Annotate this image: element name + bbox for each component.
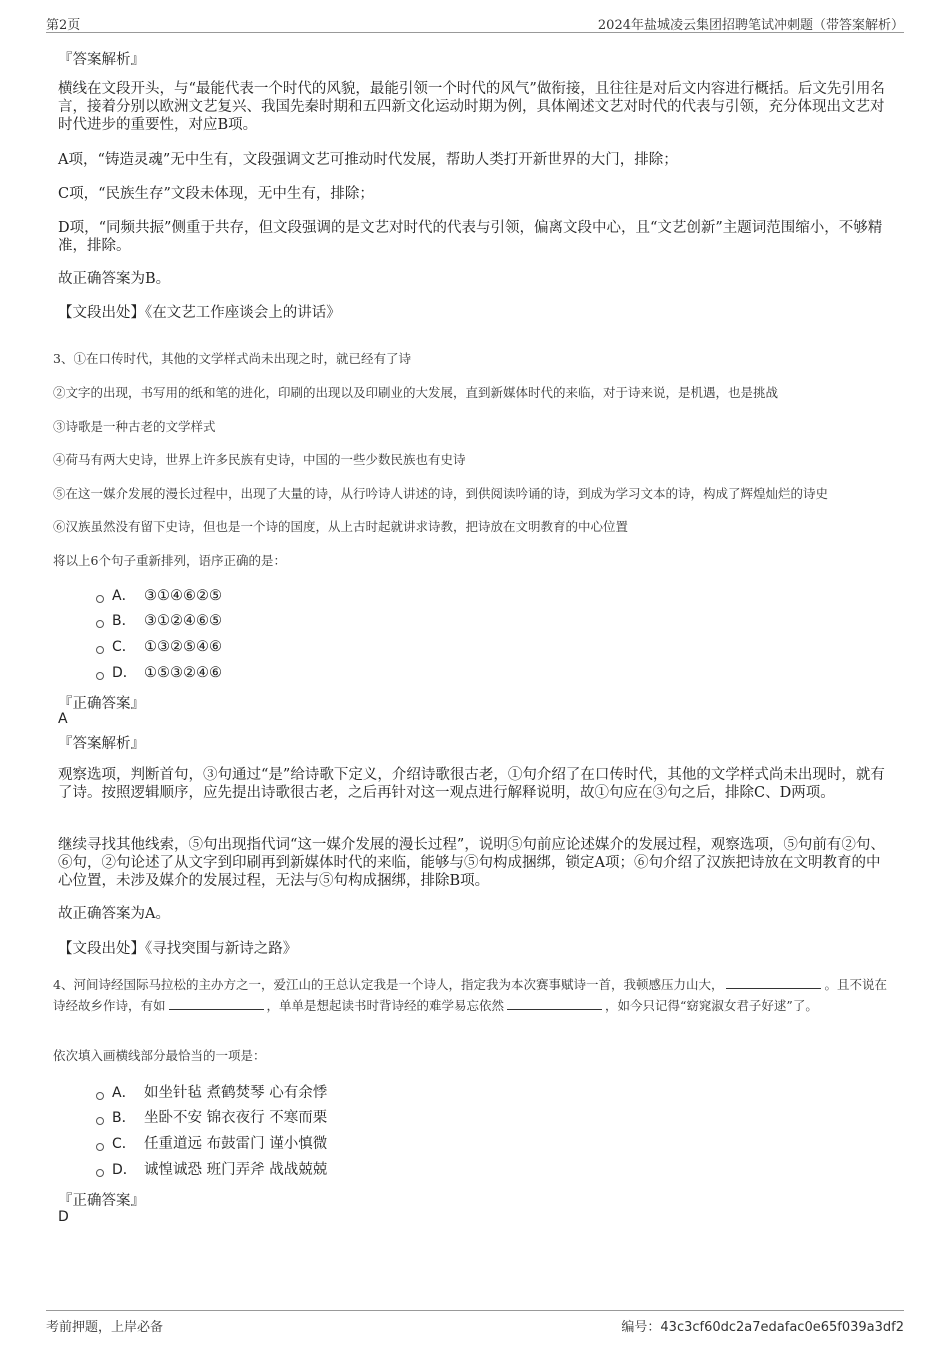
analysis-label: 『答案解析』 [58, 52, 145, 68]
correct-answer: A [58, 711, 68, 727]
analysis-conclusion: 故正确答案为B。 [58, 271, 171, 287]
question-sentence: ④荷马有两大史诗，世界上许多民族有史诗，中国的一些少数民族也有史诗 [53, 452, 466, 467]
analysis-paragraph: 观察选项，判断首句，③句通过“是”给诗歌下定义，介绍诗歌很古老，①句介绍了在口传时代，其他的文学样式尚未出现时，就有了诗。按照逻辑顺序，应先提出诗歌很古老，之后再针对这一观点进行解释说明，故①句应在③句之后，排除C、D两项。 [58, 767, 885, 801]
footer-slogan: 考前押题，上岸必备 [46, 1320, 164, 1335]
analysis-label: 『答案解析』 [58, 736, 145, 752]
question-sentence: ②文字的出现，书写用的纸和笔的进化，印刷的出现以及印刷业的大发展，直到新媒体时代的来临，对于诗来说，是机遇，也是挑战 [53, 385, 779, 400]
option-d[interactable]: D． 诚惶诚恐 班门弄斧 战战兢兢 [96, 1160, 327, 1180]
analysis-paragraph: D项，“同频共振”侧重于共存，但文段强调的是文艺对时代的代表与引领，偏离文段中心，且“文艺创新”主题词范围缩小，不够精准，排除。 [58, 220, 883, 254]
document-title: 2024年盐城凌云集团招聘笔试冲刺题（带答案解析） [597, 18, 904, 33]
correct-answer-label: 『正确答案』 [58, 696, 145, 712]
page-footer [46, 1310, 904, 1337]
option-d[interactable]: D． ①⑤③②④⑥ [96, 663, 222, 683]
analysis-paragraph: 横线在文段开头，与“最能代表一个时代的风貌，最能引领一个时代的风气”做衔接，且往往是对后文内容进行概括。后文先引用名言，接着分别以欧洲文艺复兴、我国先秦时期和五四新文化运动时期为例，具体阐述文艺对时代的代表与引领，充分体现出文艺对时代进步的重要性，对应B项。 [58, 81, 885, 133]
page-header [46, 10, 904, 33]
radio-button[interactable] [96, 672, 104, 680]
radio-button[interactable] [96, 1143, 104, 1151]
question-stem: 4、河间诗经国际马拉松的主办方之一，爱江山的王总认定我是一个诗人，指定我为本次赛事赋诗一首，我顿感压力山大， 。且不说在诗经故乡作诗，有如 ，单单是想起读书时背诗经的难学易忘依然 ，如今只记得“窈窕淑女君子好逑”了。 [53, 977, 887, 1013]
fill-blank [507, 997, 602, 1010]
question-sentence: ⑤在这一媒介发展的漫长过程中，出现了大量的诗，从行吟诗人讲述的诗，到供阅读吟诵的诗，到成为学习文本的诗，构成了辉煌灿烂的诗史 [53, 486, 829, 501]
fill-blank [169, 997, 264, 1010]
fill-blank [726, 976, 821, 989]
option-b[interactable]: B． ③①②④⑥⑤ [96, 611, 222, 631]
analysis-paragraph: A项，“铸造灵魂”无中生有，文段强调文艺可推动时代发展，帮助人类打开新世界的大门，排除； [58, 152, 678, 168]
radio-button[interactable] [96, 1117, 104, 1125]
option-c[interactable]: C． 任重道远 布鼓雷门 谨小慎微 [96, 1134, 327, 1154]
analysis-conclusion: 故正确答案为A。 [58, 906, 170, 922]
option-a[interactable]: A． 如坐针毡 煮鹤焚琴 心有余悸 [96, 1083, 327, 1103]
radio-button[interactable] [96, 1169, 104, 1177]
question-sentence: 3、①在口传时代，其他的文学样式尚未出现之时，就已经有了诗 [53, 351, 411, 366]
document-code: 编号：43c3cf60dc2a7edafac0e65f039a3df2 [621, 1320, 904, 1335]
question-prompt: 将以上6个句子重新排列，语序正确的是： [53, 553, 286, 568]
correct-answer-label: 『正确答案』 [58, 1193, 145, 1209]
analysis-paragraph: C项，“民族生存”文段未体现，无中生有，排除； [58, 186, 374, 202]
radio-button[interactable] [96, 620, 104, 628]
option-a[interactable]: A． ③①④⑥②⑤ [96, 586, 222, 606]
option-c[interactable]: C． ①③②⑤④⑥ [96, 637, 222, 657]
radio-button[interactable] [96, 1092, 104, 1100]
source-citation: 【文段出处】《寻找突围与新诗之路》 [58, 941, 298, 957]
radio-button[interactable] [96, 646, 104, 654]
question-sentence: ⑥汉族虽然没有留下史诗，但也是一个诗的国度，从上古时起就讲求诗教，把诗放在文明教育的中心位置 [53, 519, 629, 534]
option-b[interactable]: B． 坐卧不安 锦衣夜行 不寒而栗 [96, 1108, 327, 1128]
correct-answer: D [58, 1209, 69, 1225]
source-citation: 【文段出处】《在文艺工作座谈会上的讲话》 [58, 305, 341, 321]
question-prompt: 依次填入画横线部分最恰当的一项是： [53, 1048, 266, 1063]
radio-button[interactable] [96, 595, 104, 603]
question-sentence: ③诗歌是一种古老的文学样式 [53, 419, 216, 434]
analysis-paragraph: 继续寻找其他线索，⑤句出现指代词“这一媒介发展的漫长过程”，说明⑤句前应论述媒介的发展过程，观察选项，⑤句前有②句、⑥句，②句论述了从文字到印刷再到新媒体时代的来临，能够与⑤句构成捆绑，锁定A项；⑥句介绍了汉族把诗放在文明教育的中心位置，未涉及媒介的发展过程，无法与⑤句构成捆绑，排除B项。 [58, 837, 885, 889]
page-number: 第2页 [46, 18, 81, 33]
